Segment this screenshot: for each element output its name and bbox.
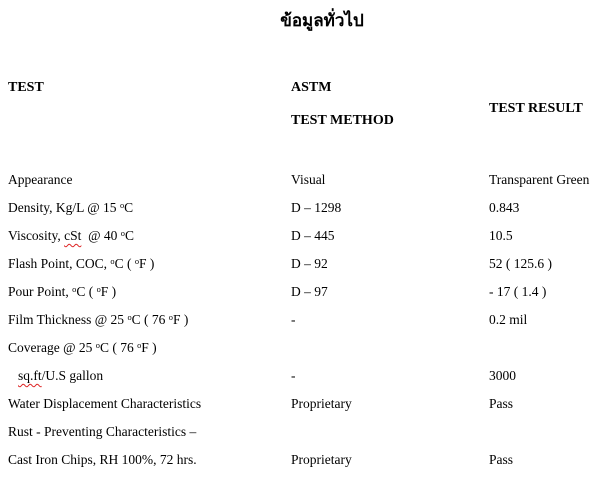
test-result-cell: 3000 (489, 368, 516, 383)
degree-superscript: o (127, 312, 132, 322)
test-method-cell: Proprietary (291, 396, 352, 411)
test-method-cell: - (291, 368, 296, 383)
misspelled-word: sq.ft (18, 368, 42, 383)
test-method-cell: D – 97 (291, 284, 328, 299)
degree-superscript: o (137, 340, 142, 350)
column-header-test-result: TEST RESULT (489, 101, 583, 116)
misspelled-word: cSt (64, 228, 82, 243)
test-method-cell: Proprietary (291, 452, 352, 467)
test-method-cell: Visual (291, 172, 326, 187)
test-name-cell: Rust - Preventing Characteristics – (8, 424, 197, 439)
test-result-cell: - 17 ( 1.4 ) (489, 284, 547, 299)
test-result-cell: 0.843 (489, 200, 520, 215)
test-result-cell: Pass (489, 452, 514, 467)
test-result-cell: Pass (489, 396, 514, 411)
table-row (0, 396, 602, 424)
degree-superscript: o (72, 284, 77, 294)
table-row (0, 312, 602, 340)
test-name-cell: Flash Point, COC, $^o$C ( $^o$F ) (8, 256, 155, 271)
test-name-cell: Appearance (8, 172, 73, 187)
table-row (0, 256, 602, 284)
test-result-cell: Transparent Green (489, 172, 590, 187)
test-name-cell: Viscosity, cSt @ 40 $^o$C (8, 228, 134, 243)
test-result-cell: 0.2 mil (489, 312, 528, 327)
table-row (0, 424, 602, 452)
test-name-cell: Cast Iron Chips, RH 100%, 72 hrs. (8, 452, 197, 467)
degree-superscript: o (96, 284, 101, 294)
table-row (0, 228, 602, 256)
test-name-cell: Film Thickness @ 25 $^o$C ( 76 $^o$F ) (8, 312, 189, 327)
column-header-test-method: TEST METHOD (291, 113, 394, 128)
degree-superscript: o (134, 256, 140, 266)
degree-superscript: o (119, 200, 125, 210)
degree-superscript: o (120, 228, 125, 238)
test-name-cell: Water Displacement Characteristics (8, 396, 202, 411)
column-header-test: TEST (8, 80, 44, 95)
test-method-cell: D – 445 (291, 228, 335, 243)
table-row (0, 340, 602, 368)
test-method-cell: - (291, 312, 296, 327)
degree-superscript: o (168, 312, 173, 322)
degree-superscript: o (95, 340, 100, 350)
test-result-cell: 10.5 (489, 228, 513, 243)
table-row (0, 172, 602, 200)
table-row (0, 368, 602, 396)
document-title (0, 7, 602, 34)
test-method-cell: D – 92 (291, 256, 328, 271)
test-method-cell: D – 1298 (291, 200, 342, 215)
test-name-cell: Pour Point, $^o$C ( $^o$F ) (8, 284, 117, 299)
document-title-text: ข้อมูลทั่วไป (280, 11, 364, 30)
column-header-astm: ASTM (291, 80, 332, 95)
table-row (0, 452, 602, 478)
test-name-cell: Coverage @ 25 $^o$C ( 76 $^o$F ) (8, 340, 157, 355)
table-row (0, 200, 602, 228)
degree-superscript: o (110, 256, 115, 266)
test-name-cell: sq.ft/U.S gallon (18, 368, 104, 383)
table-row (0, 284, 602, 312)
test-name-cell: Density, Kg/L @ 15 $^o$C (8, 200, 134, 215)
test-result-cell: 52 ( 125.6 ) (489, 256, 552, 271)
